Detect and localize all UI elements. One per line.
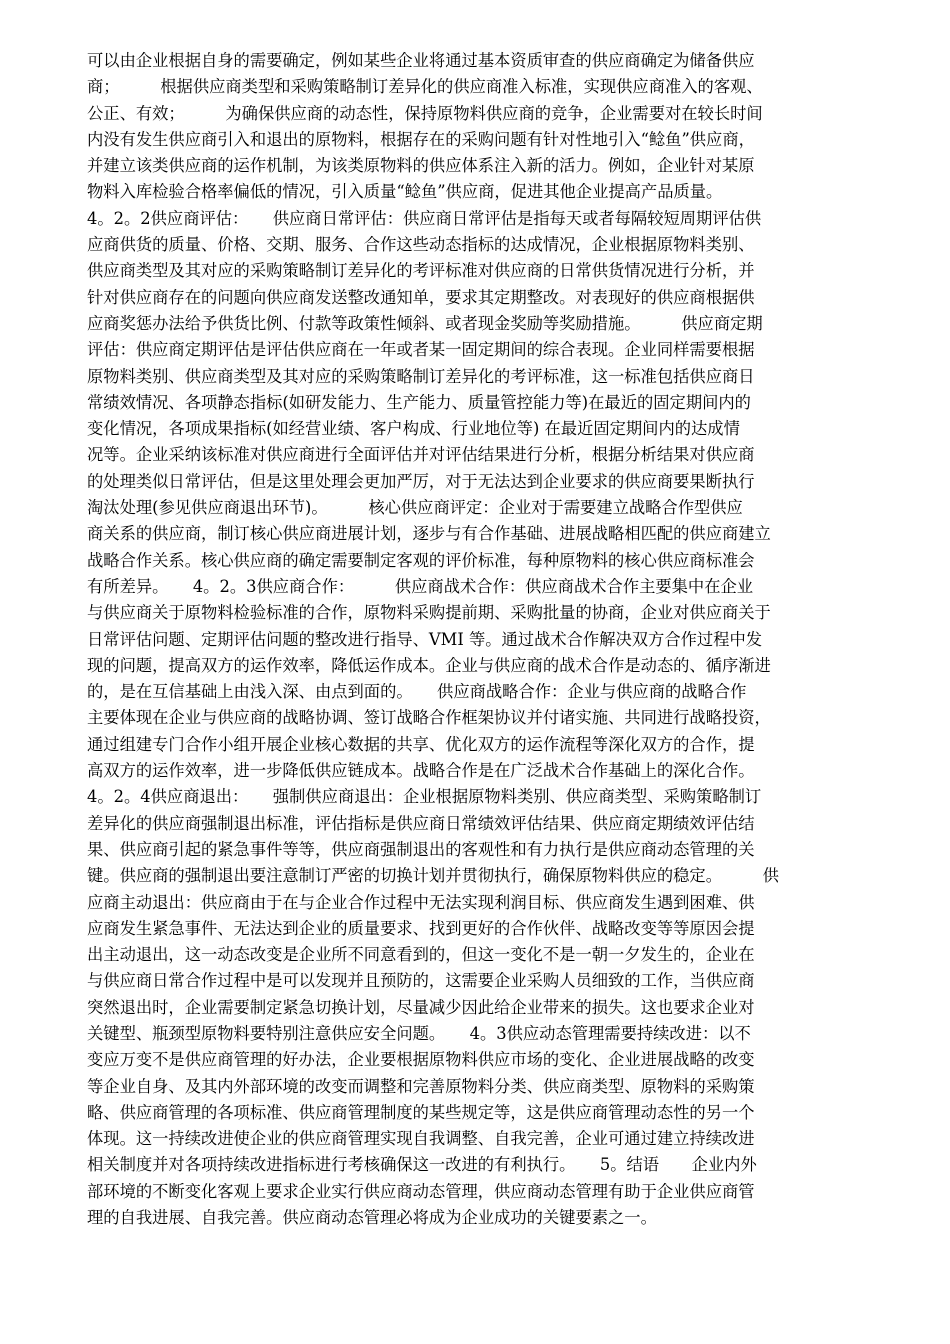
text-line: 与供应商日常合作过程中是可以发现并且预防的，这需要企业采购人员细致的工作，当供应商 <box>87 971 755 991</box>
text-line: 变应万变不是供应商管理的好办法，企业要根据原物料供应市场的变化、企业进展战略的改变 <box>87 1050 755 1070</box>
text-line: 的，是在互信基础上由浅入深、由点到面的。 供应商战略合作：企业与供应商的战略合作 <box>87 682 747 702</box>
text-line: 淘汰处理(参见供应商退出环节)。 核心供应商评定：企业对于需要建立战略合作型供应 <box>87 498 743 518</box>
text-line: 略、供应商管理的各项标准、供应商管理制度的某些规定等，这是供应商管理动态性的另一个 <box>87 1102 755 1122</box>
text-line: 通过组建专门合作小组开展企业核心数据的共享、优化双方的运作流程等深化双方的合作，提 <box>87 734 755 754</box>
text-line: 日常评估问题、定期评估问题的整改进行指导、VMI 等。通过战术合作解决双方合作过程中发 <box>87 629 763 649</box>
text-line: 常绩效情况、各项静态指标(如研发能力、生产能力、质量管控能力等)在最近的固定期间内的 <box>87 392 751 412</box>
text-line: 等企业自身、及其内外部环境的改变而调整和完善原物料分类、供应商类型、原物料的采购策 <box>87 1076 755 1096</box>
text-line: 与供应商关于原物料检验标准的合作，原物料采购提前期、采购批量的协商，企业对供应商关于 <box>87 603 771 623</box>
text-line: 供应商类型及其对应的采购策略制订差异化的考评标准对供应商的日常供货情况进行分析，并 <box>87 261 755 281</box>
text-line: 应商供货的质量、价格、交期、服务、合作这些动态指标的达成情况，企业根据原物料类别、 <box>87 235 755 255</box>
text-line: 有所差异。 4。2。3供应商合作： 供应商战术合作：供应商战术合作主要集中在企业 <box>87 576 754 596</box>
text-line: 主要体现在企业与供应商的战略协调、签订战略合作框架协议并付诸实施、共同进行战略投资， <box>87 708 771 728</box>
text-line: 4。2。4供应商退出： 强制供应商退出：企业根据原物料类别、供应商类型、采购策略制订 <box>87 787 762 807</box>
text-line: 公正、有效； 为确保供应商的动态性，保持原物料供应商的竞争，企业需要对在较长时间 <box>87 103 763 123</box>
text-line: 高双方的运作效率，进一步降低供应链成本。战略合作是在广泛战术合作基础上的深化合作。 <box>87 761 755 781</box>
text-line: 商关系的供应商，制订核心供应商进展计划，逐步与有合作基础、进展战略相匹配的供应商建立 <box>87 524 771 544</box>
text-line: 变化情况，各项成果指标(如经营业绩、客户构成、行业地位等) 在最近固定期间内的达成情 <box>87 419 740 439</box>
text-line: 商； 根据供应商类型和采购策略制订差异化的供应商准入标准，实现供应商准入的客观、 <box>87 77 763 97</box>
text-line: 键。供应商的强制退出要注意制订严密的切换计划并贯彻执行，确保原物料供应的稳定。 供 <box>87 866 779 886</box>
text-line: 况等。企业采纳该标准对供应商进行全面评估并对评估结果进行分析，根据分析结果对供应商 <box>87 445 755 465</box>
text-line: 现的问题，提高双方的运作效率，降低运作成本。企业与供应商的战术合作是动态的、循序渐进 <box>87 655 771 675</box>
text-line: 理的自我进展、自我完善。供应商动态管理必将成为企业成功的关键要素之一。 <box>87 1208 657 1228</box>
text-line: 应商主动退出：供应商由于在与企业合作过程中无法实现利润目标、供应商发生遇到困难、供 <box>87 892 755 912</box>
text-line: 突然退出时，企业需要制定紧急切换计划，尽量减少因此给企业带来的损失。这也要求企业对 <box>87 997 755 1017</box>
text-line: 4。2。2供应商评估： 供应商日常评估：供应商日常评估是指每天或者每隔较短周期评估供 <box>87 208 762 228</box>
document-body <box>87 48 877 1231</box>
text-line: 原物料类别、供应商类型及其对应的采购策略制订差异化的考评标准，这一标准包括供应商日 <box>87 366 755 386</box>
text-line: 部环境的不断变化客观上要求企业实行供应商动态管理，供应商动态管理有助于企业供应商管 <box>87 1181 755 1201</box>
text-line: 差异化的供应商强制退出标准，评估指标是供应商日常绩效评估结果、供应商定期绩效评估结 <box>87 813 755 833</box>
text-line: 应商发生紧急事件、无法达到企业的质量要求、找到更好的合作伙伴、战略改变等等原因会提 <box>87 918 755 938</box>
text-line: 果、供应商引起的紧急事件等等，供应商强制退出的客观性和有力执行是供应商动态管理的关 <box>87 839 755 859</box>
text-line: 物料入库检验合格率偏低的情况，引入质量“鲶鱼”供应商，促进其他企业提高产品质量。 <box>87 182 723 202</box>
text-line: 内没有发生供应商引入和退出的原物料，根据存在的采购问题有针对性地引入“鲶鱼”供应商， <box>87 129 755 149</box>
text-line: 战略合作关系。核心供应商的确定需要制定客观的评价标准，每种原物料的核心供应商标准会 <box>87 550 755 570</box>
text-line: 并建立该类供应商的运作机制，为该类原物料的供应体系注入新的活力。例如，企业针对某原 <box>87 156 755 176</box>
text-line: 针对供应商存在的问题向供应商发送整改通知单，要求其定期整改。对表现好的供应商根据供 <box>87 287 755 307</box>
text-line: 出主动退出，这一动态改变是企业所不同意看到的，但这一变化不是一朝一夕发生的，企业在 <box>87 945 755 965</box>
text-line: 应商奖惩办法给予供货比例、付款等政策性倾斜、或者现金奖励等奖励措施。 供应商定期 <box>87 313 763 333</box>
text-line: 可以由企业根据自身的需要确定，例如某些企业将通过基本资质审查的供应商确定为储备供应 <box>87 51 755 70</box>
text-line: 体现。这一持续改进使企业的供应商管理实现自我调整、自我完善，企业可通过建立持续改进 <box>87 1129 755 1149</box>
text-line: 关键型、瓶颈型原物料要特别注意供应安全问题。 4。3供应动态管理需要持续改进：以不 <box>87 1023 751 1043</box>
text-line: 评估：供应商定期评估是评估供应商在一年或者某一固定期间的综合表现。企业同样需要根据 <box>87 340 755 360</box>
text-line: 相关制度并对各项持续改进指标进行考核确保这一改进的有利执行。 5。结语 企业内外 <box>87 1155 757 1175</box>
text-line: 的处理类似日常评估，但是这里处理会更加严厉，对于无法达到企业要求的供应商要果断执行 <box>87 471 755 491</box>
